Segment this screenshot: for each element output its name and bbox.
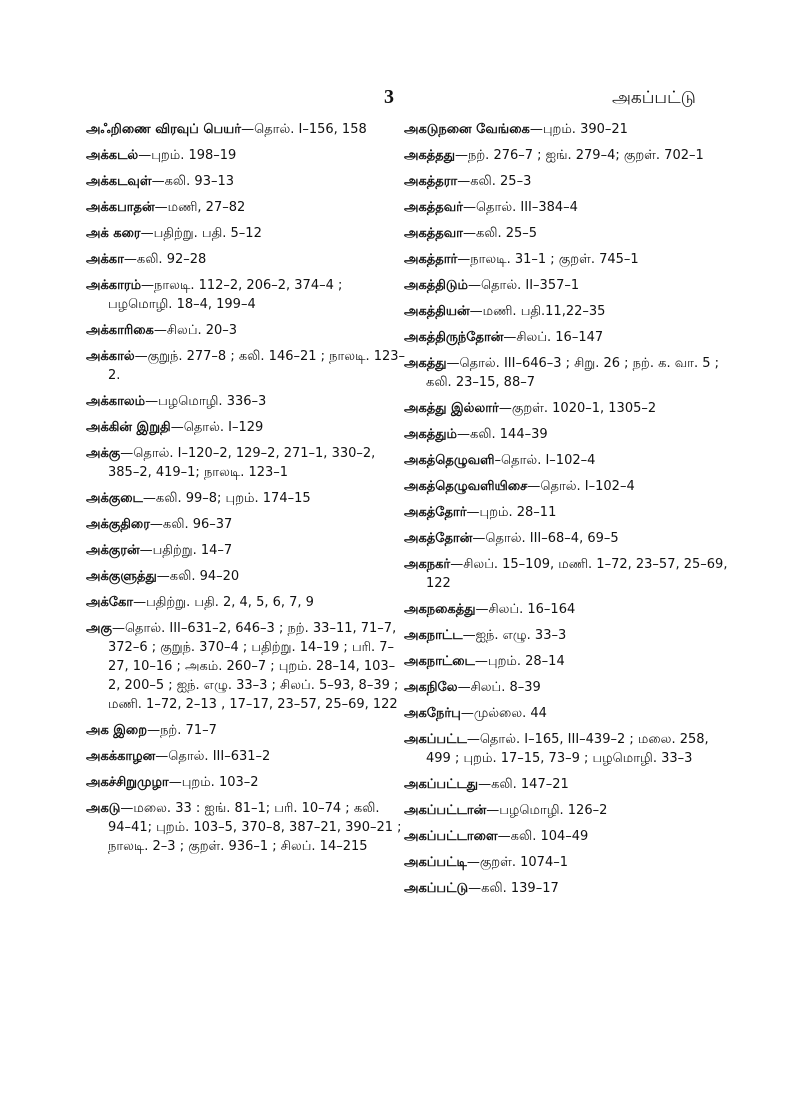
page-number: 3 xyxy=(384,86,394,108)
entry-headword: அகத்தியன் xyxy=(404,304,470,319)
entry-references: —தொல். III–631–2 xyxy=(155,749,271,764)
index-entry xyxy=(404,853,734,872)
index-entry xyxy=(86,250,406,269)
entry-references: —தொல். III–68–4, 69–5 xyxy=(472,531,619,546)
index-entry xyxy=(86,489,406,508)
entry-headword: அக்கடல் xyxy=(86,148,139,163)
index-entry xyxy=(404,827,734,846)
index-entry xyxy=(86,321,406,340)
entry-references: —மணி, 27–82 xyxy=(154,200,246,215)
entry-headword: அக இறை xyxy=(86,723,148,738)
entry-headword: அகடு xyxy=(86,801,121,816)
index-entry xyxy=(86,418,406,437)
entry-references: —தொல். I–129 xyxy=(170,420,264,435)
index-entry xyxy=(86,198,406,217)
index-entry xyxy=(86,541,406,560)
entry-references: —புறம். 28–11 xyxy=(466,505,557,520)
entry-headword: அக்கால் xyxy=(86,349,135,364)
entry-headword: அகச்சிறுமுழா xyxy=(86,775,169,790)
entry-headword: அகு xyxy=(86,621,112,636)
entry-headword: அக்கு xyxy=(86,446,121,461)
entry-headword: அஃறிணை விரவுப் பெயர் xyxy=(86,122,242,137)
entry-headword: அகக்காழன xyxy=(86,749,156,764)
entry-references: —பதிற்று. பதி. 2, 4, 5, 6, 7, 9 xyxy=(133,595,314,610)
index-entry xyxy=(86,172,406,191)
entry-headword: அக்கின் இறுதி xyxy=(86,420,171,435)
index-entry xyxy=(404,451,734,470)
entry-references: —பதிற்று. 14–7 xyxy=(139,543,233,558)
index-entry xyxy=(86,799,406,856)
entry-references: —பழமொழி. 126–2 xyxy=(486,803,608,818)
index-entry xyxy=(404,555,734,593)
entry-headword: அகப்பட்டது xyxy=(404,777,479,792)
entry-headword: அகத்து xyxy=(404,356,447,371)
entry-references: —கலி. 139–17 xyxy=(468,881,559,896)
entry-references: —குறுந். 277–8 ; கலி. 146–21 ; நாலடி. 123–2. xyxy=(108,349,406,383)
entry-references: —தொல். I–120–2, 129–2, 271–1, 330–2, 385–2, 419–1; நாலடி. 123–1 xyxy=(108,446,376,480)
entry-references: —சிலப். 15–109, மணி. 1–72, 23–57, 25–69, 122 xyxy=(426,557,728,591)
index-entry xyxy=(86,567,406,586)
entry-references: –தொல். I–102–4 xyxy=(494,453,596,468)
index-entry xyxy=(404,198,734,217)
index-entry xyxy=(404,328,734,347)
entry-headword: அக்குரன் xyxy=(86,543,140,558)
entry-references: —கலி. 94–20 xyxy=(156,569,240,584)
entry-references: —நற். 71–7 xyxy=(147,723,217,738)
running-head: அகப்பட்டு xyxy=(612,88,696,108)
entry-headword: அக்குளுத்து xyxy=(86,569,157,584)
index-entry xyxy=(86,276,406,314)
entry-references: —சிலப். 16–164 xyxy=(475,602,576,617)
entry-references: —தொல். III–384–4 xyxy=(462,200,578,215)
entry-references: —கலி. 99–8; புறம். 174–15 xyxy=(142,491,311,506)
index-entry xyxy=(404,529,734,548)
index-entry xyxy=(86,721,406,740)
entry-headword: அகப்பட்டு xyxy=(404,881,469,896)
entry-headword: அகத்தோன் xyxy=(404,531,473,546)
index-entry xyxy=(404,879,734,898)
index-entry xyxy=(404,704,734,723)
entry-headword: அகநிலே xyxy=(404,680,458,695)
index-entry xyxy=(86,593,406,612)
entry-headword: அகத்தார் xyxy=(404,252,458,267)
index-entry xyxy=(404,146,734,165)
entry-headword: அக்கபாதன் xyxy=(86,200,155,215)
entry-references: —மலை. 33 : ஐங். 81–1; பரி. 10–74 ; கலி. 94–41; புறம். 103–5, 370–8, 387–21, 390–21 ; நாலடி. 2–3 ; குறள். 936–1 ; சிலப். 14–215 xyxy=(108,801,402,854)
index-entry xyxy=(404,120,734,139)
index-entry xyxy=(86,146,406,165)
index-entry xyxy=(86,747,406,766)
entry-references: —தொல். I–156, 158 xyxy=(241,122,367,137)
entry-headword: அகத்தவா xyxy=(404,226,463,241)
entry-references: —முல்லை. 44 xyxy=(460,706,547,721)
entry-headword: அகத்தவர் xyxy=(404,200,463,215)
index-entry xyxy=(404,250,734,269)
entry-headword: அகநாட்டை xyxy=(404,654,475,669)
index-entry xyxy=(404,600,734,619)
entry-references: —கலி. 25–5 xyxy=(462,226,538,241)
entry-headword: அகத்தெழுவளியிசை xyxy=(404,479,528,494)
left-column xyxy=(86,120,406,863)
entry-references: —கலி. 104–49 xyxy=(497,829,589,844)
entry-headword: அகப்பட்டான் xyxy=(404,803,487,818)
entry-headword: அகத்திடும் xyxy=(404,278,468,293)
index-entry xyxy=(404,730,734,768)
entry-headword: அகடுநனை வேங்கை xyxy=(404,122,530,137)
entry-headword: அகத்திருந்தோன் xyxy=(404,330,504,345)
entry-headword: அகத்தோர் xyxy=(404,505,467,520)
entry-references: —பதிற்று. பதி. 5–12 xyxy=(140,226,262,241)
index-entry xyxy=(404,626,734,645)
entry-headword: அகப்பட்டி xyxy=(404,855,467,870)
entry-headword: அக் கரை xyxy=(86,226,141,241)
entry-headword: அகப்பட்ட xyxy=(404,732,467,747)
entry-headword: அக்கா xyxy=(86,252,124,267)
entry-references: —நற். 276–7 ; ஐங். 279–4; குறள். 702–1 xyxy=(454,148,704,163)
index-entry xyxy=(404,775,734,794)
index-entry xyxy=(404,302,734,321)
index-entry xyxy=(86,120,406,139)
entry-headword: அகப்பட்டாளை xyxy=(404,829,498,844)
entry-headword: அக்குடை xyxy=(86,491,143,506)
page-header xyxy=(0,86,800,116)
entry-references: —சிலப். 20–3 xyxy=(153,323,238,338)
index-entry xyxy=(86,515,406,534)
entry-headword: அக்காரிகை xyxy=(86,323,154,338)
index-entry xyxy=(86,347,406,385)
index-entry xyxy=(86,392,406,411)
index-entry xyxy=(404,678,734,697)
entry-references: —தொல். III–646–3 ; சிறு. 26 ; நற். க. வா. 5 ; கலி. 23–15, 88–7 xyxy=(426,356,719,390)
entry-references: —மணி. பதி.11,22–35 xyxy=(469,304,606,319)
entry-references: —கலி. 147–21 xyxy=(478,777,569,792)
entry-headword: அக்கடவுள் xyxy=(86,174,152,189)
entry-references: —கலி. 93–13 xyxy=(151,174,235,189)
index-entry xyxy=(86,444,406,482)
entry-references: —கலி. 92–28 xyxy=(123,252,207,267)
index-entry xyxy=(404,224,734,243)
entry-references: —சிலப். 8–39 xyxy=(457,680,541,695)
entry-headword: அகத்தரா xyxy=(404,174,458,189)
entry-references: —தொல். I–102–4 xyxy=(527,479,635,494)
entry-references: —புறம். 103–2 xyxy=(168,775,259,790)
index-entry xyxy=(404,172,734,191)
entry-references: —ஐந். எழு. 33–3 xyxy=(462,628,567,643)
entry-headword: அகத்தது xyxy=(404,148,455,163)
entry-references: —தொல். I–165, III–439–2 ; மலை. 258, 499 ; புறம். 17–15, 73–9 ; பழமொழி. 33–3 xyxy=(426,732,709,766)
entry-headword: அகநாட்ட xyxy=(404,628,463,643)
index-entry xyxy=(404,354,734,392)
index-entry xyxy=(404,477,734,496)
index-entry xyxy=(86,224,406,243)
entry-headword: அக்கோ xyxy=(86,595,134,610)
entry-references: —கலி. 25–3 xyxy=(457,174,532,189)
entry-references: —சிலப். 16–147 xyxy=(503,330,604,345)
index-entry xyxy=(404,503,734,522)
entry-references: —புறம். 390–21 xyxy=(529,122,628,137)
index-entry xyxy=(404,425,734,444)
entry-references: —புறம். 198–19 xyxy=(138,148,237,163)
index-entry xyxy=(404,801,734,820)
index-entry xyxy=(86,619,406,714)
index-entry xyxy=(86,773,406,792)
entry-references: —புறம். 28–14 xyxy=(474,654,565,669)
index-entry xyxy=(404,276,734,295)
entry-references: —பழமொழி. 336–3 xyxy=(145,394,267,409)
entry-headword: அகநகர் xyxy=(404,557,451,572)
entry-headword: அகநேர்பு xyxy=(404,706,461,721)
entry-headword: அகத்து இல்லார் xyxy=(404,401,499,416)
entry-headword: அகநகைத்து xyxy=(404,602,476,617)
entry-headword: அக்காரம் xyxy=(86,278,142,293)
entry-headword: அகத்தும் xyxy=(404,427,457,442)
entry-headword: அக்காலம் xyxy=(86,394,146,409)
entry-references: —நாலடி. 112–2, 206–2, 374–4 ; பழமொழி. 18–4, 199–4 xyxy=(108,278,343,312)
index-entry xyxy=(404,399,734,418)
entry-references: —தொல். II–357–1 xyxy=(467,278,580,293)
index-entry xyxy=(404,652,734,671)
entry-references: —தொல். III–631–2, 646–3 ; நற். 33–11, 71–7, 372–6 ; குறுந். 370–4 ; பதிற்று. 14–19 ; பரி. 7–27, 10–16 ; அகம். 260–7 ; புறம். 28–14, 103–2, 200–5 ; ஐந். எழு. 33–3 ; சிலப். 5–93, 8–39 ; மணி. 1–72, 2–13 , 17–17, 23–57, 25–69, 122 xyxy=(108,621,399,712)
entry-headword: அக்குதிரை xyxy=(86,517,150,532)
entry-references: —குறள். 1074–1 xyxy=(466,855,568,870)
entry-references: —குறள். 1020–1, 1305–2 xyxy=(498,401,657,416)
right-column xyxy=(404,120,734,905)
entry-references: —கலி. 144–39 xyxy=(456,427,548,442)
entry-references: —கலி. 96–37 xyxy=(149,517,233,532)
entry-references: —நாலடி. 31–1 ; குறள். 745–1 xyxy=(457,252,639,267)
entry-headword: அகத்தெழுவளி xyxy=(404,453,495,468)
